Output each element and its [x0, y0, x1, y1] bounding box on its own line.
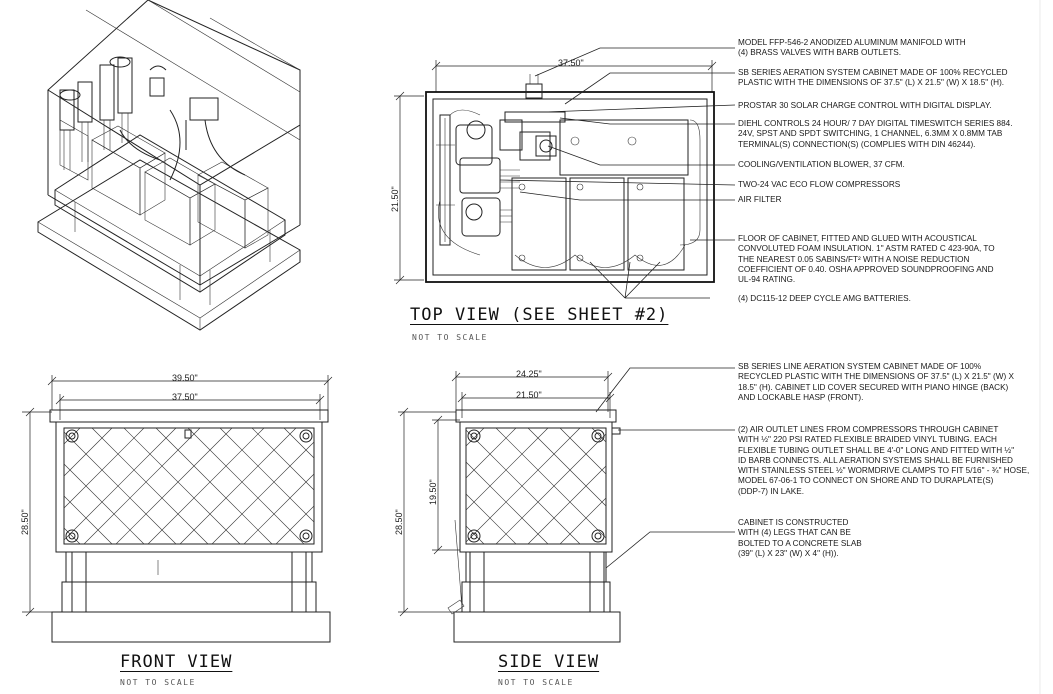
top-view-title: TOP VIEW (SEE SHEET #2) [410, 305, 669, 325]
note-line-cabinet: SB SERIES LINE AERATION SYSTEM CABINET MADE OF 100% RECYCLED PLASTIC WITH THE DIMENSIONS OF 37.5" (L) X 21.5" (W) X 18.5" (H). CABINET LID COVER SECURED WITH PIANO HINGE (BACK) AND LOCKABLE HASP (FRONT). [738, 362, 1014, 402]
dim-side-height: 28.50" [394, 509, 404, 535]
side-view-title: SIDE VIEW [498, 652, 600, 672]
note-filter: AIR FILTER [738, 195, 782, 204]
dim-side-outer-width: 24.25" [516, 369, 542, 379]
note-compressors: TWO-24 VAC ECO FLOW COMPRESSORS [738, 180, 901, 189]
dim-front-inner-width: 37.50" [172, 392, 198, 402]
front-view-title: FRONT VIEW [120, 652, 233, 672]
dim-top-depth: 21.50" [390, 186, 400, 212]
note-legs: CABINET IS CONSTRUCTED WITH (4) LEGS THAT CAN BE BOLTED TO A CONCRETE SLAB (39" (L) X 23" (W) X 4" (H)). [738, 518, 862, 558]
note-air-outlet: (2) AIR OUTLET LINES FROM COMPRESSORS THROUGH CABINET WITH ½" 220 PSI RATED FLEXIBLE BRAIDED VINYL TUBING. EACH FLEXIBLE TUBING OUTLET SHALL BE 4'-0" LONG AND FITTED WITH ½" ID BARB CONNECTS. ALL AERATION SYSTEMS SHALL BE FURNISHED WITH STAINLESS STEEL ½" WORMDRIVE CLAMPS TO FIT 5/16" - ¾" HOSE, MODEL 67-06-1 TO CONNECT ON SHORE AND TO DURAPLATE(S) (DDP-7) IN LAKE. [738, 425, 1030, 496]
note-batteries: (4) DC115-12 DEEP CYCLE AMG BATTERIES. [738, 294, 911, 303]
side-view-leaders [455, 368, 735, 608]
note-solar: PROSTAR 30 SOLAR CHARGE CONTROL WITH DIGITAL DISPLAY. [738, 101, 992, 110]
dim-side-panel-height: 19.50" [428, 479, 438, 505]
dim-front-height: 28.50" [20, 509, 30, 535]
note-floor: FLOOR OF CABINET, FITTED AND GLUED WITH ACOUSTICAL CONVOLUTED FOAM INSULATION. 1" ASTM RATED C 423-90A, TO THE NEAREST 0.05 SABINS/FT² WITH A NOISE REDUCTION COEFFICIENT OF 0.40. OSHA APPROVED SOUNDPROOFING AND UL-94 RATING. [738, 234, 995, 285]
front-view-scale: NOT TO SCALE [120, 678, 196, 687]
dim-side-inner-width: 21.50" [516, 390, 542, 400]
side-view-scale: NOT TO SCALE [498, 678, 574, 687]
front-view-drawing [22, 375, 332, 642]
top-view-leaders [436, 48, 735, 298]
note-cabinet: SB SERIES AERATION SYSTEM CABINET MADE OF 100% RECYCLED PLASTIC WITH THE DIMENSIONS OF 37.5" (L) X 21.5" (W) X 18.5" (H). [738, 68, 1008, 88]
note-manifold: MODEL FFP-546-2 ANODIZED ALUMINUM MANIFOLD WITH (4) BRASS VALVES WITH BARB OUTLETS. [738, 38, 966, 58]
front-lattice [64, 428, 314, 544]
side-lattice [466, 428, 606, 544]
note-blower: COOLING/VENTILATION BLOWER, 37 CFM. [738, 160, 905, 169]
isometric-view [38, 0, 300, 330]
note-timer: DIEHL CONTROLS 24 HOUR/ 7 DAY DIGITAL TIMESWITCH SERIES 884. 24V, SPST AND SPDT SWITCHING, 1 CHANNEL, 6.3MM X 0.8MM TAB TERMINAL(S) CONNECTION(S) (COMPLIES WITH DIN 46244). [738, 119, 1013, 149]
side-view-drawing [398, 371, 620, 642]
top-view-drawing [394, 60, 716, 284]
top-view-scale: NOT TO SCALE [412, 333, 488, 342]
dim-front-outer-width: 39.50" [172, 373, 198, 383]
dim-top-width: 37.50" [558, 58, 584, 68]
